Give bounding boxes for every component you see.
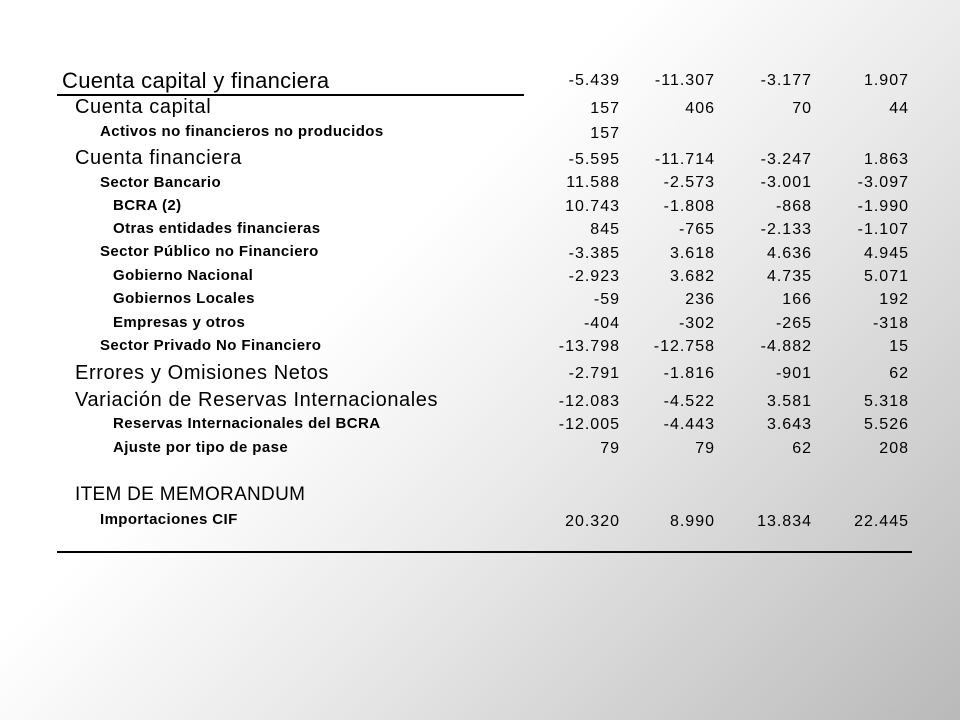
table-row-bcra: [0, 197, 960, 221]
table-row-gobiernos-locales: [0, 290, 960, 314]
table-row-empresas-y-otros: [0, 314, 960, 338]
table-row-cuenta-capital-y-financiera: [0, 68, 960, 92]
value-col-3: -265: [775, 315, 812, 332]
value-col-4: -1.107: [857, 221, 909, 238]
value-col-1: 20.320: [565, 513, 620, 530]
value-col-1: 845: [590, 221, 620, 238]
value-col-1: -12.005: [558, 416, 620, 433]
value-col-2: -12.758: [653, 338, 715, 355]
row-label: Activos no financieros no producidos: [100, 123, 384, 140]
value-col-2: -302: [678, 315, 715, 332]
value-col-1: 157: [590, 100, 620, 117]
row-label: Cuenta capital y financiera: [62, 68, 330, 93]
table-row-ajuste-tipo-de-pase: [0, 439, 960, 463]
value-col-4: 5.318: [863, 393, 909, 410]
value-col-2: 79: [695, 440, 715, 457]
value-col-2: -2.573: [663, 174, 715, 191]
value-col-4: 44: [889, 100, 909, 117]
value-col-1: -13.798: [558, 338, 620, 355]
value-col-1: -2.791: [568, 365, 620, 382]
value-col-4: 4.945: [863, 245, 909, 262]
value-col-1: 10.743: [565, 198, 620, 215]
row-label: Sector Bancario: [100, 174, 222, 191]
value-col-4: 208: [879, 440, 909, 457]
value-col-2: -11.307: [654, 72, 715, 89]
memorandum-title: ITEM DE MEMORANDUM: [75, 484, 306, 505]
value-col-2: -4.522: [663, 393, 715, 410]
value-col-1: -59: [593, 291, 620, 308]
row-label: Variación de Reservas Internacionales: [75, 389, 439, 411]
value-col-4: 62: [889, 365, 909, 382]
value-col-4: 15: [889, 338, 909, 355]
value-col-1: -12.083: [558, 393, 620, 410]
value-col-4: -318: [872, 315, 909, 332]
value-col-2: -4.443: [663, 416, 715, 433]
row-label: Cuenta capital: [75, 96, 212, 118]
value-col-1: -2.923: [568, 268, 620, 285]
value-col-3: -3.247: [760, 151, 812, 168]
row-label: Errores y Omisiones Netos: [75, 362, 329, 384]
value-col-1: -3.385: [568, 245, 620, 262]
table-row-otras-entidades: [0, 220, 960, 244]
value-col-4: 5.526: [863, 416, 909, 433]
table-row-gobierno-nacional: [0, 267, 960, 291]
value-col-3: -2.133: [760, 221, 812, 238]
value-col-4: 22.445: [854, 513, 909, 530]
row-label: Sector Privado No Financiero: [100, 337, 322, 354]
value-col-3: -901: [775, 365, 812, 382]
value-col-4: -3.097: [857, 174, 909, 191]
value-col-4: 5.071: [863, 268, 909, 285]
value-col-3: 3.581: [766, 393, 812, 410]
value-col-4: 1.907: [863, 72, 909, 89]
row-label: Empresas y otros: [113, 314, 246, 331]
memorandum-heading-row: [0, 484, 960, 508]
table-row-sector-bancario: [0, 174, 960, 198]
value-col-2: -1.808: [663, 198, 715, 215]
table-row-reservas-bcra: [0, 415, 960, 439]
table-row-sector-privado: [0, 337, 960, 361]
value-col-2: 3.682: [669, 268, 715, 285]
row-label: Reservas Internacionales del BCRA: [113, 415, 381, 432]
value-col-3: 3.643: [766, 416, 812, 433]
table-row-errores-y-omisiones: [0, 362, 960, 386]
value-col-3: 4.735: [766, 268, 812, 285]
row-label: Sector Público no Financiero: [100, 243, 319, 260]
row-label: Ajuste por tipo de pase: [113, 439, 289, 456]
value-col-2: 8.990: [669, 513, 715, 530]
value-col-1: 79: [600, 440, 620, 457]
table-row-activos-no-financieros: [0, 123, 960, 147]
value-col-3: 70: [792, 100, 812, 117]
value-col-1: -5.595: [568, 151, 620, 168]
value-col-1: 11.588: [566, 174, 620, 191]
row-label: Gobierno Nacional: [113, 267, 254, 284]
table-row-sector-publico: [0, 243, 960, 267]
row-label: BCRA (2): [113, 197, 182, 214]
value-col-2: -765: [678, 221, 715, 238]
value-col-3: -4.882: [760, 338, 812, 355]
value-col-3: 4.636: [766, 245, 812, 262]
value-col-2: 406: [685, 100, 715, 117]
table-row-cuenta-capital: [0, 96, 960, 120]
value-col-4: 1.863: [863, 151, 909, 168]
value-col-4: -1.990: [857, 198, 909, 215]
table-row-importaciones-cif: [0, 511, 960, 535]
value-col-3: -3.177: [760, 72, 812, 89]
row-label: Otras entidades financieras: [113, 220, 321, 237]
value-col-3: -3.001: [760, 174, 812, 191]
row-label: Gobiernos Locales: [113, 290, 255, 307]
value-col-4: 192: [879, 291, 909, 308]
row-label: Importaciones CIF: [100, 511, 238, 528]
value-col-2: 3.618: [669, 245, 715, 262]
row-label: Cuenta financiera: [75, 147, 242, 169]
value-col-1: -404: [583, 315, 620, 332]
value-col-3: 62: [792, 440, 812, 457]
value-col-3: -868: [775, 198, 812, 215]
value-col-1: 157: [590, 125, 620, 142]
value-col-2: 236: [685, 291, 715, 308]
value-col-3: 13.834: [757, 513, 812, 530]
table-row-variacion-reservas: [0, 389, 960, 413]
value-col-1: -5.439: [568, 72, 620, 89]
value-col-2: -1.816: [663, 365, 715, 382]
value-col-2: -11.714: [654, 151, 715, 168]
table-bottom-rule: [57, 551, 912, 553]
value-col-3: 166: [782, 291, 812, 308]
table-row-cuenta-financiera: [0, 147, 960, 171]
